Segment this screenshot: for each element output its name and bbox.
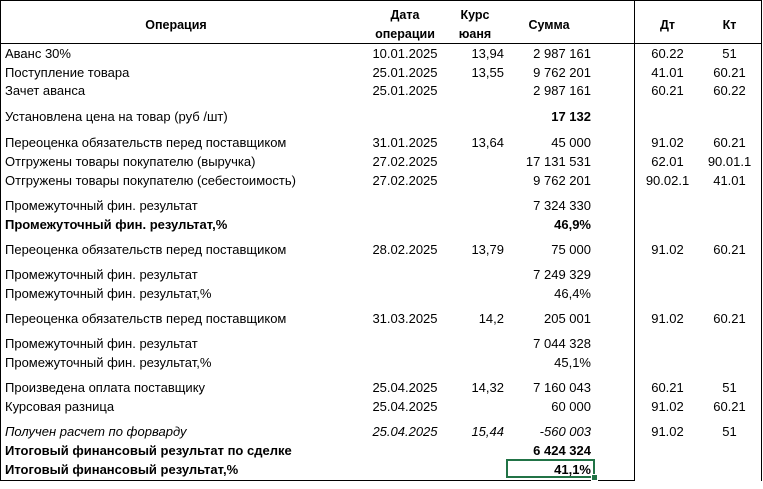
header-rate-line2: юаня xyxy=(458,27,492,41)
cell-date[interactable]: 27.02.2025 xyxy=(372,154,438,169)
cell-operation[interactable]: Промежуточный фин. результат,% xyxy=(5,286,212,301)
header-date-line1: Дата xyxy=(390,8,420,22)
table-row xyxy=(0,379,762,396)
cell-operation[interactable]: Аванс 30% xyxy=(5,46,71,61)
cell-sum[interactable]: 2 987 161 xyxy=(533,83,591,98)
selected-cell-outline[interactable] xyxy=(506,459,595,478)
table-row xyxy=(0,153,762,170)
table-row xyxy=(0,172,762,189)
header-bottom-border xyxy=(0,43,762,44)
header-operation: Операция xyxy=(145,18,207,32)
cell-date[interactable]: 25.01.2025 xyxy=(372,83,438,98)
bottom-border xyxy=(0,480,634,481)
cell-sum[interactable]: 9 762 201 xyxy=(533,65,591,80)
cell-operation[interactable]: Промежуточный фин. результат,% xyxy=(5,217,228,232)
cell-operation[interactable]: Отгружены товары покупателю (выручка) xyxy=(5,154,256,169)
table-row xyxy=(0,354,762,371)
table-row xyxy=(0,241,762,258)
cell-dt[interactable]: 91.02 xyxy=(651,135,684,150)
cell-operation[interactable]: Поступление товара xyxy=(5,65,130,80)
table-row xyxy=(0,108,762,125)
cell-date[interactable]: 25.01.2025 xyxy=(372,65,438,80)
table-row xyxy=(0,216,762,233)
cell-date[interactable]: 25.04.2025 xyxy=(372,424,438,439)
table-row xyxy=(0,310,762,327)
cell-dt[interactable]: 60.22 xyxy=(651,46,684,61)
cell-sum[interactable]: 46,4% xyxy=(554,286,591,301)
cell-sum[interactable]: 17 132 xyxy=(551,109,591,124)
cell-kt[interactable]: 51 xyxy=(722,380,737,395)
cell-operation[interactable]: Переоценка обязательств перед поставщиком xyxy=(5,311,287,326)
cell-sum[interactable]: 7 044 328 xyxy=(533,336,591,351)
cell-sum[interactable]: 7 160 043 xyxy=(533,380,591,395)
cell-date[interactable]: 10.01.2025 xyxy=(372,46,438,61)
cell-sum[interactable]: 9 762 201 xyxy=(533,173,591,188)
cell-sum[interactable]: 41,1% xyxy=(554,462,591,477)
table-row xyxy=(0,398,762,415)
table-row xyxy=(0,82,762,99)
cell-rate[interactable]: 13,64 xyxy=(471,135,504,150)
cell-sum[interactable]: 45,1% xyxy=(554,355,591,370)
cell-operation[interactable]: Зачет аванса xyxy=(5,83,86,98)
cell-kt[interactable]: 60.21 xyxy=(713,65,746,80)
cell-sum[interactable]: 7 324 330 xyxy=(533,198,591,213)
cell-rate[interactable] xyxy=(458,82,504,99)
header-dt: Дт xyxy=(659,18,676,32)
table-row xyxy=(0,335,762,352)
table-row xyxy=(0,64,762,81)
cell-operation[interactable]: Курсовая разница xyxy=(5,399,115,414)
table-row xyxy=(0,134,762,151)
table-row xyxy=(0,266,762,283)
cell-dt[interactable]: 41.01 xyxy=(651,65,684,80)
top-border xyxy=(0,0,762,1)
cell-date[interactable]: 31.03.2025 xyxy=(372,311,438,326)
cell-operation[interactable]: Получен расчет по форварду xyxy=(5,424,187,439)
cell-dt[interactable]: 60.21 xyxy=(651,83,684,98)
cell-operation[interactable]: Итоговый финансовый результат,% xyxy=(5,462,239,477)
cell-kt[interactable]: 51 xyxy=(722,46,737,61)
cell-dt[interactable]: 62.01 xyxy=(651,154,684,169)
cell-dt[interactable]: 91.02 xyxy=(651,424,684,439)
cell-operation[interactable]: Итоговый финансовый результат по сделке xyxy=(5,443,292,458)
cell-sum[interactable]: 2 987 161 xyxy=(533,46,591,61)
cell-operation[interactable]: Промежуточный фин. результат,% xyxy=(5,355,212,370)
table-row xyxy=(0,461,762,478)
cell-sum[interactable]: -560 003 xyxy=(539,424,591,439)
cell-kt[interactable]: 60.22 xyxy=(713,83,746,98)
header-sum: Сумма xyxy=(528,18,570,32)
header-rate-line1: Курс xyxy=(460,8,490,22)
table-row xyxy=(0,442,762,459)
cell-dt[interactable]: 90.02.1 xyxy=(645,173,690,188)
cell-date[interactable]: 25.04.2025 xyxy=(372,399,438,414)
table-row xyxy=(0,423,762,440)
cell-operation[interactable]: Переоценка обязательств перед поставщиком xyxy=(5,242,287,257)
cell-sum[interactable]: 45 000 xyxy=(551,135,591,150)
cell-sum[interactable]: 60 000 xyxy=(551,399,591,414)
header-date-line2: операции xyxy=(375,27,435,41)
cell-rate[interactable]: 14,32 xyxy=(471,380,504,395)
cell-kt[interactable]: 60.21 xyxy=(713,135,746,150)
cell-operation[interactable]: Промежуточный фин. результат xyxy=(5,198,198,213)
cell-sum[interactable]: 6 424 324 xyxy=(533,443,591,458)
cell-date[interactable]: 27.02.2025 xyxy=(372,173,438,188)
cell-rate[interactable]: 15,44 xyxy=(471,424,504,439)
cell-operation[interactable]: Отгружены товары покупателю (себестоимость) xyxy=(5,173,296,188)
table-row xyxy=(0,45,762,62)
cell-dt[interactable]: 91.02 xyxy=(651,399,684,414)
cell-rate[interactable]: 13,79 xyxy=(471,242,504,257)
table-row xyxy=(0,285,762,302)
cell-date[interactable]: 25.04.2025 xyxy=(372,380,438,395)
cell-kt[interactable]: 60.21 xyxy=(713,399,746,414)
cell-operation[interactable]: Переоценка обязательств перед поставщиком xyxy=(5,135,287,150)
cell-dt[interactable]: 60.21 xyxy=(651,380,684,395)
cell-kt[interactable]: 60.21 xyxy=(713,242,746,257)
fill-handle[interactable] xyxy=(591,474,598,481)
header-kt: Кт xyxy=(722,18,737,32)
cell-operation[interactable]: Промежуточный фин. результат xyxy=(5,336,198,351)
cell-operation[interactable]: Промежуточный фин. результат xyxy=(5,267,198,282)
cell-rate[interactable]: 13,94 xyxy=(471,46,504,61)
cell-rate[interactable]: 14,2 xyxy=(478,311,504,326)
cell-sum[interactable]: 75 000 xyxy=(551,242,591,257)
cell-kt[interactable]: 60.21 xyxy=(713,311,746,326)
cell-dt[interactable]: 91.02 xyxy=(651,311,684,326)
cell-operation[interactable]: Произведена оплата поставщику xyxy=(5,380,206,395)
cell-date[interactable]: 31.01.2025 xyxy=(372,135,438,150)
cell-rate[interactable]: 13,55 xyxy=(471,65,504,80)
cell-sum[interactable]: 205 001 xyxy=(544,311,591,326)
cell-kt[interactable]: 90.01.1 xyxy=(707,154,752,169)
cell-kt[interactable]: 51 xyxy=(722,424,737,439)
cell-dt[interactable]: 91.02 xyxy=(651,242,684,257)
cell-operation[interactable]: Установлена цена на товар (руб /шт) xyxy=(5,109,228,124)
cell-sum[interactable]: 17 131 531 xyxy=(525,154,591,169)
cell-date[interactable]: 28.02.2025 xyxy=(372,242,438,257)
table-row xyxy=(0,197,762,214)
cell-sum[interactable]: 46,9% xyxy=(554,217,591,232)
cell-kt[interactable]: 41.01 xyxy=(713,173,746,188)
cell-sum[interactable]: 7 249 329 xyxy=(533,267,591,282)
